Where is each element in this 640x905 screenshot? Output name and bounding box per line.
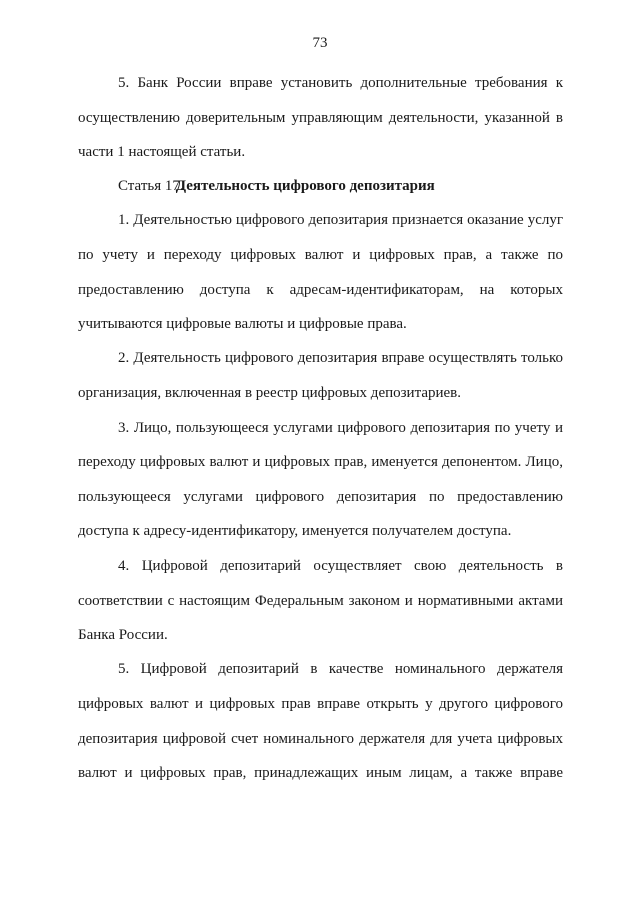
paragraph-line: 1. Деятельностью цифрового депозитария признается оказание услуг: [118, 212, 563, 228]
paragraph-line: переходу цифровых валют и цифровых прав, именуется депонентом. Лицо,: [78, 454, 563, 470]
article-heading: [118, 177, 435, 195]
paragraph-line: 2. Деятельность цифрового депозитария вправе осуществлять только: [118, 350, 563, 366]
article-number: Статья 17.: [118, 178, 184, 194]
paragraph-line: части 1 настоящей статьи.: [78, 144, 246, 160]
paragraph-line: осуществлению доверительным управляющим деятельности, указанной в: [78, 110, 563, 126]
paragraph-line: организация, включенная в реестр цифровых депозитариев.: [78, 385, 461, 401]
paragraph-line: доступа к адресу-идентификатору, именуется получателем доступа.: [78, 523, 512, 539]
page-number: 73: [312, 35, 328, 51]
paragraph-line: Банка России.: [78, 627, 168, 643]
paragraph-line: цифровых валют и цифровых прав вправе открыть у другого цифрового: [78, 696, 563, 712]
paragraph-line: 4. Цифровой депозитарий осуществляет свою деятельность в: [118, 558, 563, 574]
paragraph-line: 5. Банк России вправе установить дополнительные требования к: [118, 75, 563, 91]
paragraph-line: депозитария цифровой счет номинального держателя для учета цифровых: [78, 731, 563, 747]
paragraph-line: по учету и переходу цифровых валют и цифровых прав, а также по: [78, 247, 563, 263]
paragraph-line: 5. Цифровой депозитарий в качестве номинального держателя: [118, 661, 563, 677]
paragraph-line: учитываются цифровые валюты и цифровые права.: [78, 316, 407, 332]
paragraph-line: пользующееся услугами цифрового депозитария по предоставлению: [78, 489, 563, 505]
paragraph-line: предоставлению доступа к адресам-идентификаторам, на которых: [78, 282, 563, 298]
paragraph-line: 3. Лицо, пользующееся услугами цифрового депозитария по учету и: [118, 420, 563, 436]
paragraph-line: валют и цифровых прав, принадлежащих иным лицам, а также вправе: [78, 765, 563, 781]
paragraph-line: соответствии с настоящим Федеральным законом и нормативными актами: [78, 593, 563, 609]
article-title: Деятельность цифрового депозитария: [175, 178, 435, 194]
